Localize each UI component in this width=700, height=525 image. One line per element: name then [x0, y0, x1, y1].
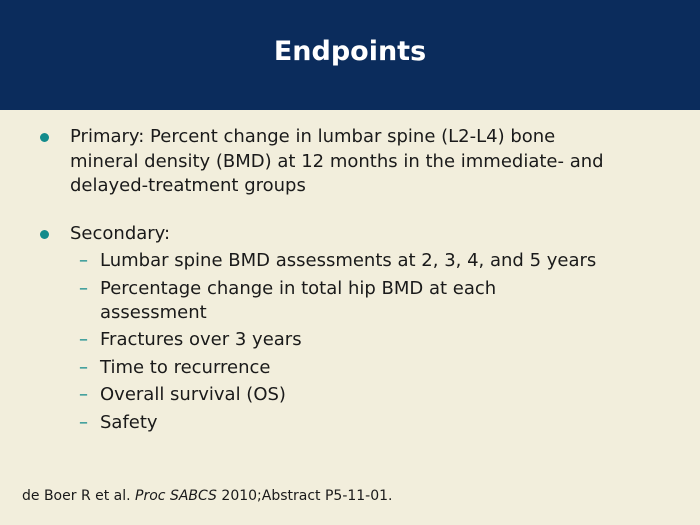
citation-journal: Proc SABCS — [135, 488, 217, 504]
slide-title: Endpoints — [273, 35, 427, 67]
bullet-secondary — [0, 222, 700, 247]
sub-item-text: Fractures over 3 years — [100, 329, 302, 350]
bullet-primary-text: Primary: Percent change in lumbar spine (L2-L4) bone mineral density (BMD) at 12 months in the immediate- and delayed-treatment groups — [70, 126, 604, 196]
bullet-dot-icon — [40, 133, 49, 142]
sub-item — [0, 249, 700, 273]
sub-item — [0, 383, 700, 407]
bullet-primary — [0, 125, 700, 199]
sub-item — [0, 328, 700, 352]
sub-item-text: Time to recurrence — [100, 356, 271, 378]
citation — [22, 488, 393, 504]
bullet-dot-icon — [40, 230, 49, 239]
slide-content — [0, 125, 700, 438]
citation-authors: de Boer R et al. — [22, 488, 131, 504]
dash-icon: – — [79, 384, 88, 405]
bullet-secondary-label: Secondary: — [70, 222, 171, 244]
sub-item-text: Safety — [100, 411, 158, 433]
dash-icon: – — [79, 356, 88, 378]
sub-item — [0, 356, 700, 380]
title-bar — [0, 0, 700, 110]
dash-icon: – — [79, 329, 88, 350]
dash-icon: – — [79, 277, 88, 299]
dash-icon: – — [79, 250, 88, 271]
sub-item — [0, 411, 700, 435]
secondary-subitems — [0, 249, 700, 435]
sub-item — [0, 277, 700, 325]
citation-rest: 2010;Abstract P5-11-01. — [221, 488, 393, 504]
sub-item-text: Percentage change in total hip BMD at each assessment — [100, 277, 497, 323]
sub-item-text: Overall survival (OS) — [100, 384, 286, 405]
sub-item-text: Lumbar spine BMD assessments at 2, 3, 4, and 5 years — [100, 250, 597, 271]
dash-icon: – — [79, 411, 88, 433]
